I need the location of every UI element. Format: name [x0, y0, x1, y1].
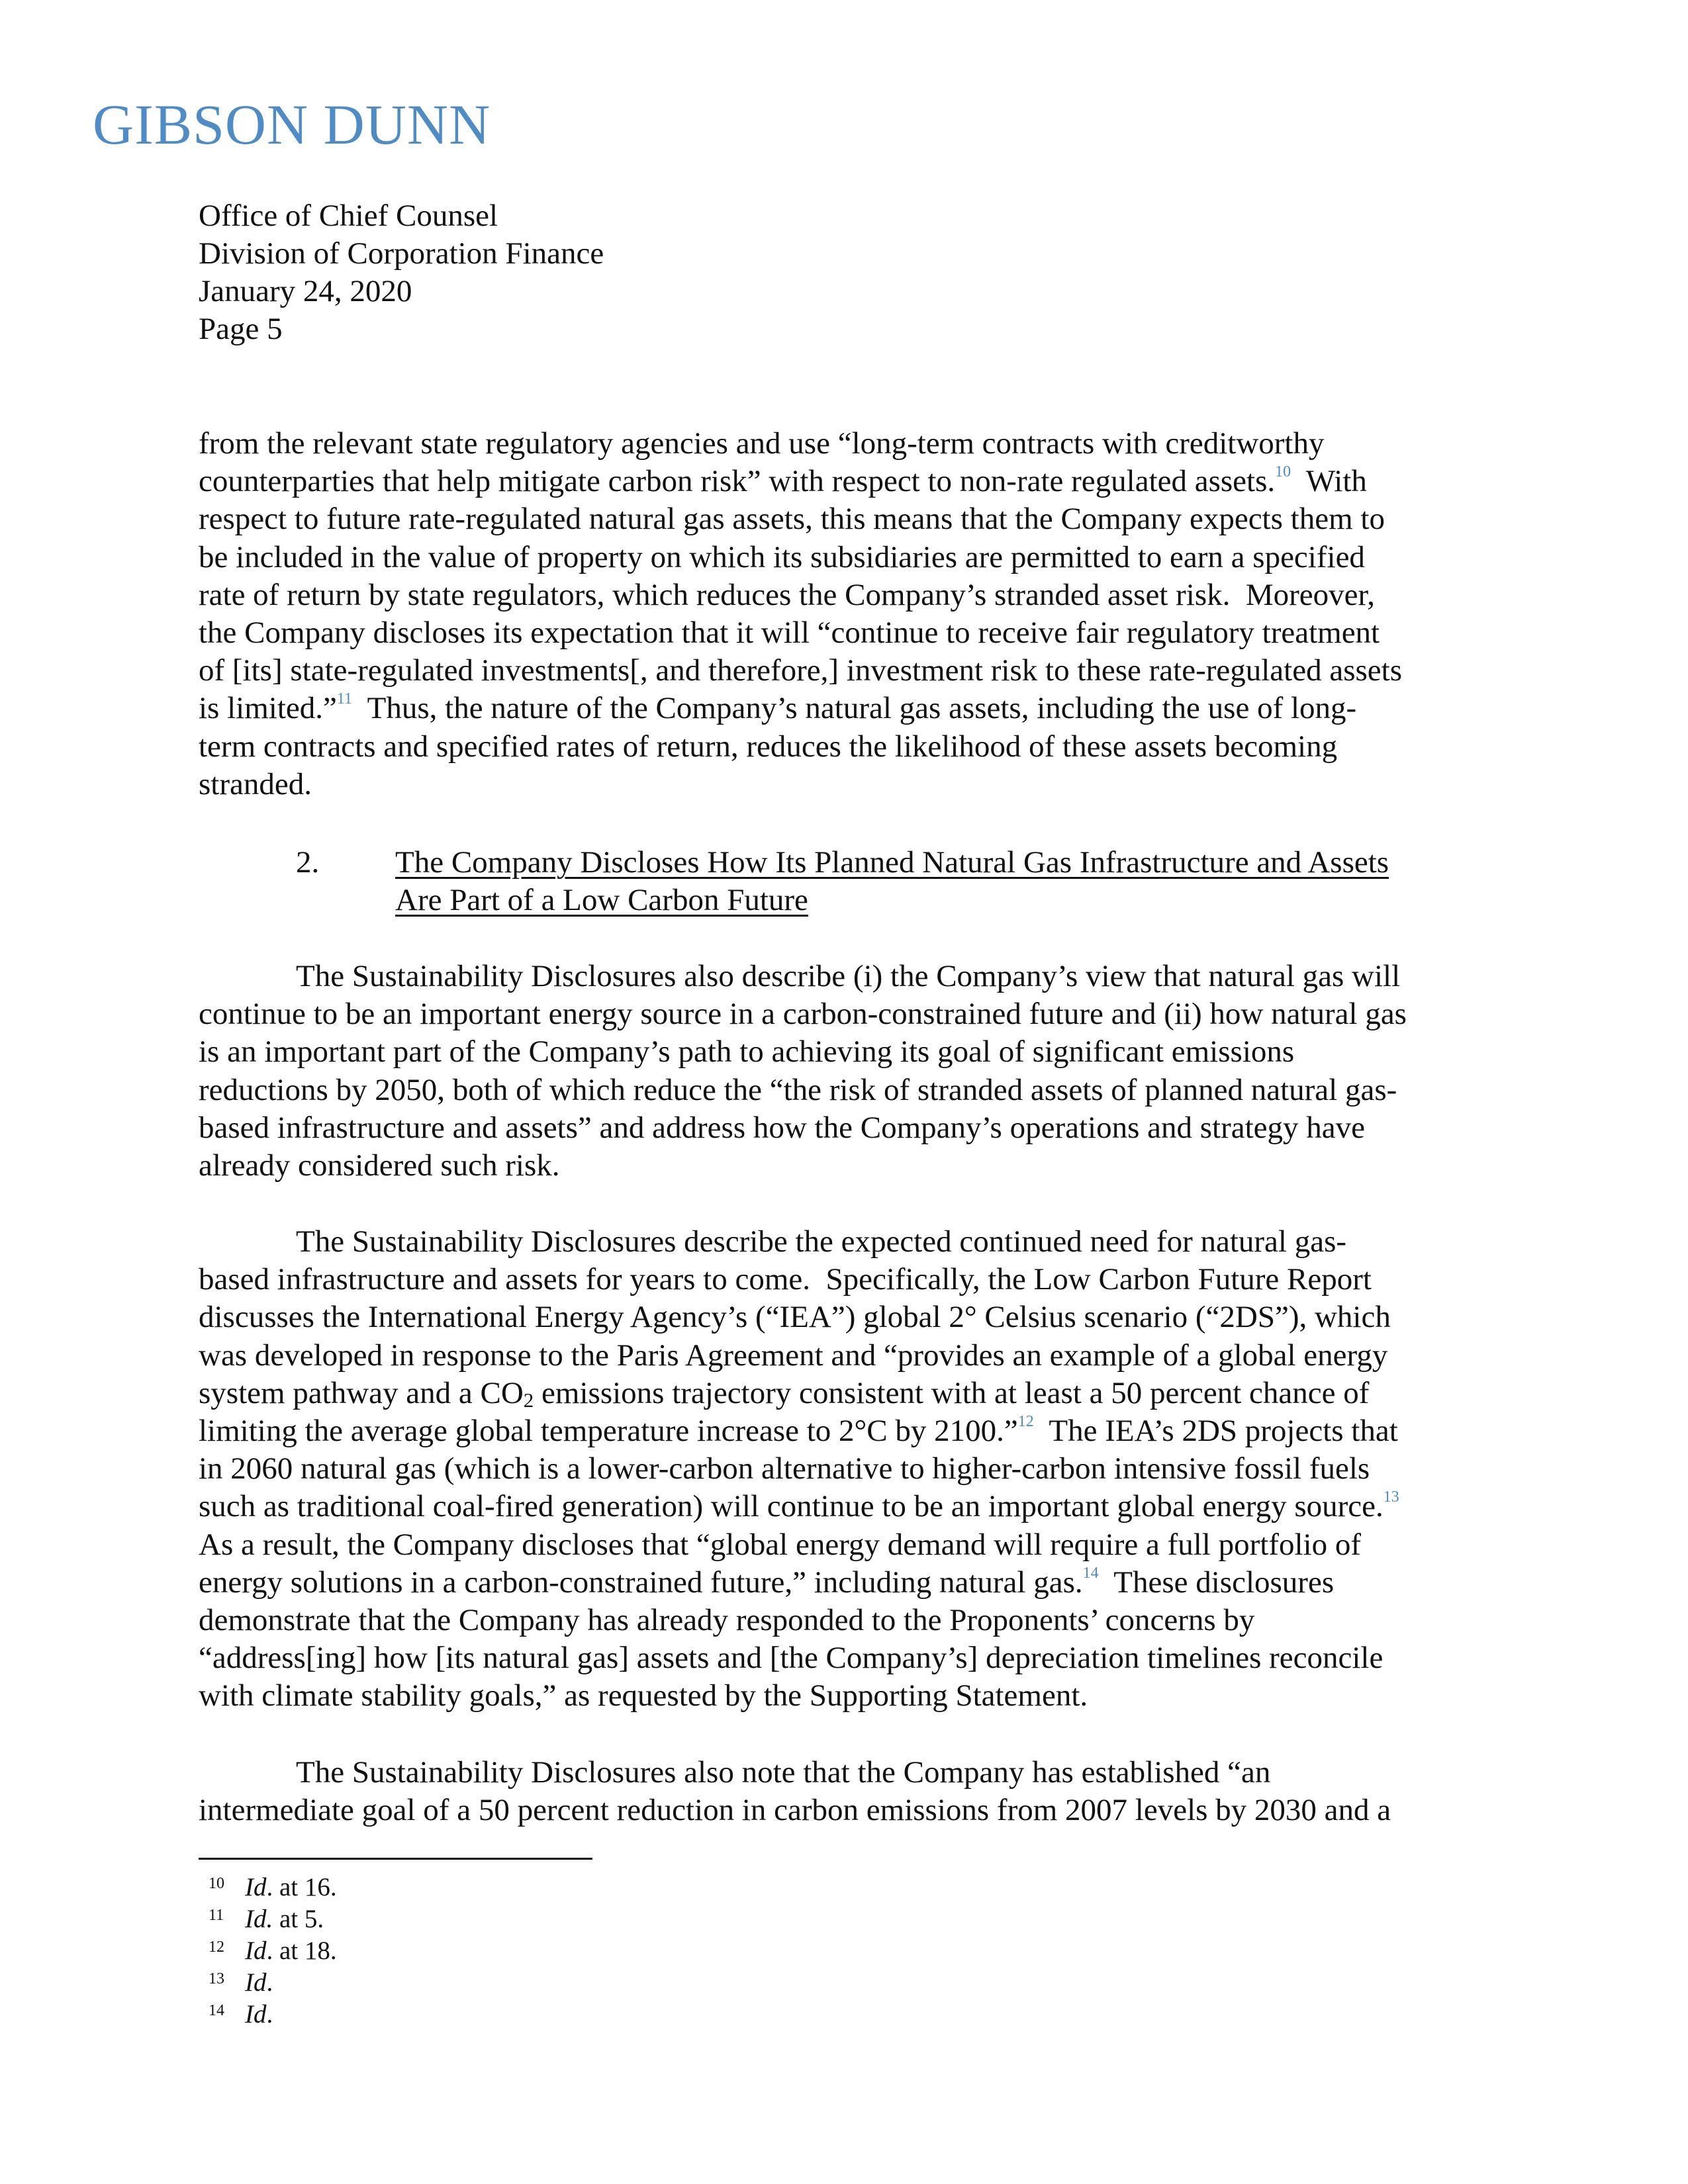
text-line: rate of return by state regulators, which reduces the Company’s stranded asset risk. Moreover,	[199, 577, 1376, 612]
text-line: counterparties that help mitigate carbon risk” with respect to non-rate regulated assets.$^{10}$ With	[199, 463, 1367, 499]
recipient-office: Office of Chief Counsel	[199, 199, 498, 233]
text-line: from the relevant state regulatory agencies and use “long-term contracts with creditworthy	[199, 426, 1325, 461]
text-line: in 2060 natural gas (which is a lower-carbon alternative to higher-carbon intensive fossil fuels	[199, 1451, 1370, 1486]
text-line: was developed in response to the Paris Agreement and “provides an example of a global energy	[199, 1338, 1388, 1373]
text-line: discusses the International Energy Agency’s (“IEA”) global 2° Celsius scenario (“2DS”), which	[199, 1300, 1391, 1335]
text-line: “address[ing] how [its natural gas] assets and [the Company’s] depreciation timelines reconcile	[199, 1641, 1383, 1676]
text-line: intermediate goal of a 50 percent reduction in carbon emissions from 2007 levels by 2030 and a	[199, 1793, 1391, 1828]
footnote-ref[interactable]: 10	[1275, 463, 1291, 481]
text-line: The Sustainability Disclosures also describe (i) the Company’s view that natural gas will	[296, 959, 1401, 993]
footnote-number: 13	[209, 1970, 224, 1987]
text-line: energy solutions in a carbon-constrained future,” including natural gas.$^{14}$ These disclosures	[199, 1564, 1335, 1600]
text-line: The Sustainability Disclosures describe the expected continued need for natural gas-	[296, 1224, 1347, 1259]
letter-header	[199, 197, 604, 348]
paragraph-3	[199, 1223, 1483, 1715]
paragraph-2	[199, 958, 1483, 1185]
text-line: respect to future rate-regulated natural gas assets, this means that the Company expects them to	[199, 502, 1385, 537]
footnote-number: 11	[209, 1907, 224, 1924]
text-line: based infrastructure and assets for years to come. Specifically, the Low Carbon Future Report	[199, 1262, 1372, 1297]
text-line: limiting the average global temperature increase to 2°C by 2100.”$^{12}$ The IEA’s 2DS projects that	[199, 1413, 1398, 1449]
page-number: Page 5	[199, 312, 283, 346]
text-line: is an important part of the Company’s path to achieving its goal of significant emissions	[199, 1034, 1295, 1069]
footnote-divider	[199, 1858, 592, 1860]
footnote-ref[interactable]: 12	[1017, 1413, 1034, 1431]
footnote-text: Id.	[245, 2000, 273, 2028]
text-line: system pathway and a CO2 emissions trajectory consistent with at least a 50 percent chance of	[199, 1375, 1370, 1412]
text-line: As a result, the Company discloses that “global energy demand will require a full portfolio of	[199, 1527, 1361, 1562]
text-line: The Sustainability Disclosures also note that the Company has established “an	[296, 1755, 1271, 1790]
text-line: continue to be an important energy source in a carbon-constrained future and (ii) how natural gas	[199, 997, 1407, 1032]
footnote-ref[interactable]: 14	[1082, 1564, 1099, 1582]
letter-date: January 24, 2020	[199, 274, 412, 308]
text-line: stranded.	[199, 766, 312, 801]
text-line: with climate stability goals,” as requested by the Supporting Statement.	[199, 1678, 1088, 1713]
text-line: the Company discloses its expectation that it will “continue to receive fair regulatory treatment	[199, 615, 1380, 651]
text-line: demonstrate that the Company has already responded to the Proponents’ concerns by	[199, 1603, 1255, 1638]
text-line: term contracts and specified rates of return, reduces the likelihood of these assets becoming	[199, 729, 1338, 764]
text-line: such as traditional coal-fired generation) will continue to be an important global energy source.$^{13}$	[199, 1488, 1399, 1524]
footnote-text: Id. at 18.	[245, 1936, 337, 1965]
text-line: already considered such risk.	[199, 1148, 560, 1183]
footnote-text: Id.	[245, 1968, 273, 1997]
text-line: of [its] state-regulated investments[, and therefore,] investment risk to these rate-regulated assets	[199, 653, 1402, 688]
footnote-number: 14	[209, 2002, 224, 2019]
footnote-number: 12	[209, 1938, 224, 1956]
subscript: 2	[523, 1388, 534, 1412]
text-line: based infrastructure and assets” and address how the Company’s operations and strategy have	[199, 1110, 1365, 1145]
text-line: is limited.”$^{11}$ Thus, the nature of the Company’s natural gas assets, including the use of long-	[199, 690, 1357, 726]
recipient-division: Division of Corporation Finance	[199, 236, 604, 271]
footnote-text: Id. at 16.	[245, 1873, 337, 1901]
paragraph-1	[199, 425, 1483, 803]
firm-logo: GIBSON DUNN	[93, 93, 491, 156]
section-number: 2.	[296, 845, 320, 880]
text-line: be included in the value of property on which its subsidiaries are permitted to earn a specified	[199, 539, 1365, 574]
section-title: The Company Discloses How Its Planned Natural Gas Infrastructure and Assets Are Part of a Low Carbon Future	[395, 845, 1389, 917]
footnote-text: Id. at 5.	[245, 1905, 324, 1933]
footnote-number: 10	[209, 1875, 224, 1892]
text-line: reductions by 2050, both of which reduce the “the risk of stranded assets of planned natural gas-	[199, 1072, 1397, 1107]
footnote-ref[interactable]: 11	[336, 690, 352, 708]
footnote-ref[interactable]: 13	[1383, 1488, 1399, 1506]
paragraph-4	[199, 1754, 1483, 1829]
